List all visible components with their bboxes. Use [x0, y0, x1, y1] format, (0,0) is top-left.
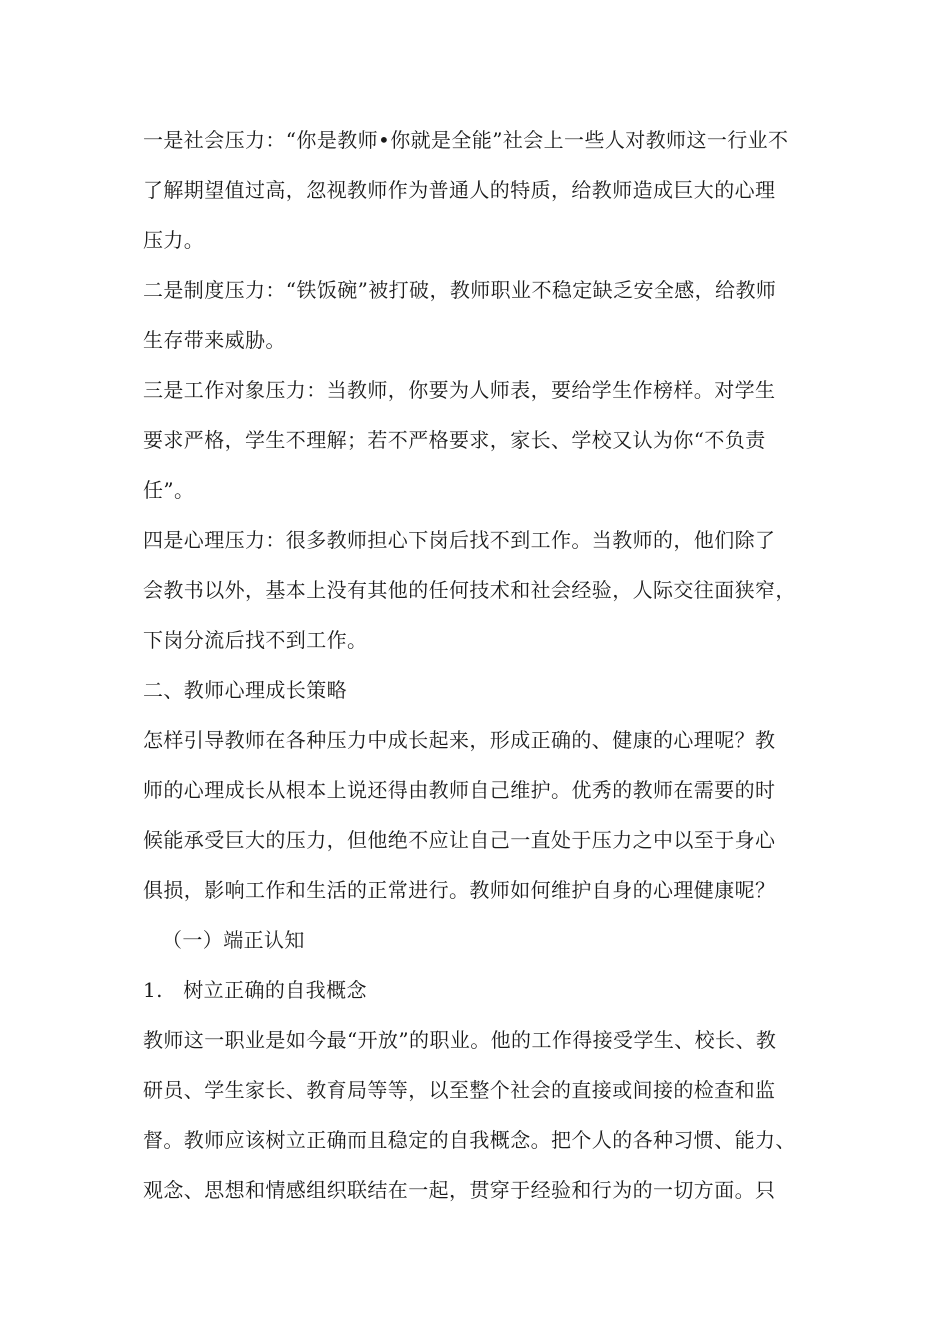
paragraph-line: 三是工作对象压力：当教师，你要为人师表，要给学生作榜样。对学生	[143, 378, 776, 402]
paragraph-line: 二是制度压力：“铁饭碗”被打破，教师职业不稳定缺乏安全感，给教师	[143, 278, 777, 302]
paragraph-line: 研员、学生家长、教育局等等，以至整个社会的直接或间接的检查和监	[143, 1078, 776, 1102]
paragraph-line: 督。教师应该树立正确而且稳定的自我概念。把个人的各种习惯、能力、	[143, 1128, 796, 1152]
paragraph-line: 怎样引导教师在各种压力中成长起来，形成正确的、健康的心理呢？教	[143, 728, 776, 752]
paragraph-line: 师的心理成长从根本上说还得由教师自己维护。优秀的教师在需要的时	[143, 778, 776, 802]
paragraph-line: 俱损，影响工作和生活的正常进行。教师如何维护自身的心理健康呢？	[143, 878, 776, 902]
paragraph-line: 教师这一职业是如今最“开放”的职业。他的工作得接受学生、校长、教	[143, 1028, 777, 1052]
section-heading: 二、教师心理成长策略	[143, 678, 347, 702]
paragraph-line: 了解期望值过高，忽视教师作为普通人的特质，给教师造成巨大的心理	[143, 178, 776, 202]
paragraph-line: 生存带来威胁。	[143, 328, 286, 352]
subsection-heading: （一）端正认知	[162, 928, 305, 952]
paragraph-line: 一是社会压力：“你是教师•你就是全能”社会上一些人对教师这一行业不	[143, 128, 789, 152]
paragraph-line: 下岗分流后找不到工作。	[143, 628, 368, 652]
paragraph-line: 要求严格，学生不理解；若不严格要求，家长、学校又认为你“不负责	[143, 428, 766, 452]
paragraph-line: 压力。	[143, 228, 205, 252]
paragraph-line: 候能承受巨大的压力，但他绝不应让自己一直处于压力之中以至于身心	[143, 828, 776, 852]
paragraph-line: 会教书以外，基本上没有其他的任何技术和社会经验，人际交往面狭窄，	[143, 578, 796, 602]
numbered-heading: 1. 树立正确的自我概念	[143, 978, 367, 1002]
paragraph-line: 观念、思想和情感组织联结在一起，贯穿于经验和行为的一切方面。只	[143, 1178, 776, 1202]
paragraph-line: 任”。	[143, 478, 195, 502]
paragraph-line: 四是心理压力：很多教师担心下岗后找不到工作。当教师的，他们除了	[143, 528, 776, 552]
